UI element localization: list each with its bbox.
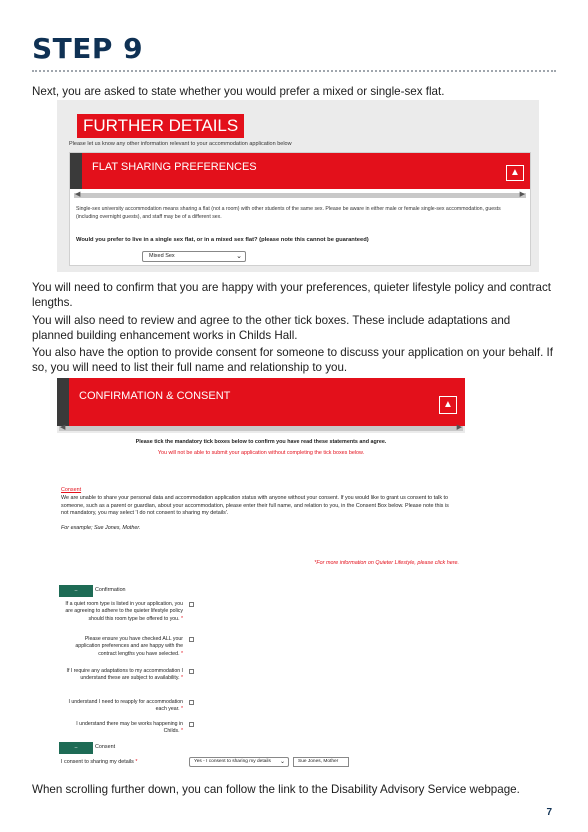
- dotted-divider: [32, 70, 556, 72]
- flat-sharing-title: FLAT SHARING PREFERENCES: [92, 161, 257, 173]
- confirmation-consent-header: [57, 378, 465, 426]
- flat-sharing-header: [70, 153, 530, 189]
- required-asterisk: *: [180, 615, 183, 622]
- further-details-screenshot: [57, 100, 539, 272]
- reapply-checkbox[interactable]: [189, 700, 194, 705]
- consent-select[interactable]: [189, 757, 289, 767]
- quiet-room-question: [61, 601, 183, 623]
- collapse-chevron-up-icon[interactable]: ▲: [506, 165, 524, 181]
- question-text: I understand there may be works happening in Childs.: [76, 721, 183, 735]
- scroll-right-icon[interactable]: ▶: [456, 424, 462, 431]
- confirmation-badge: –: [59, 585, 93, 597]
- paragraph-preferences: You will need to confirm that you are happy with your preferences, quieter lifestyle policy and contract lengths.: [32, 281, 551, 309]
- question-text: Please ensure you have checked ALL your application preferences and are happy with the contract lengths you have selected.: [75, 636, 183, 657]
- scroll-right-icon[interactable]: ▶: [519, 191, 525, 198]
- works-checkbox[interactable]: [189, 722, 194, 727]
- required-asterisk: *: [135, 759, 138, 765]
- scroll-left-icon[interactable]: ◀: [75, 191, 81, 198]
- single-sex-info-text: Single-sex university accommodation means sharing a flat (not a room) with other students of the same sex. Please be aware in either male or female single-sex accommodation, guests (including overnight guests), and staff may be of a different sex.: [76, 206, 501, 220]
- question-text: If a quiet room type is listed in your application, you are agreeing to adhere to the quieter lifestyle policy should this room type be offered to you.: [65, 601, 183, 622]
- scroll-left-icon[interactable]: ◀: [60, 424, 66, 431]
- confirmation-label: Confirmation: [95, 587, 126, 593]
- further-details-subtext: Please let us know any other information relevant to your accommodation application below: [69, 141, 292, 147]
- paragraph-consent-option: You also have the option to provide consent for someone to discuss your application on your behalf. If so, you will need to list their full name and relationship to you.: [32, 346, 553, 374]
- question-text: If I require any adaptations to my accommodation I understand these are subject to availability.: [66, 668, 183, 682]
- required-asterisk: *: [180, 675, 183, 682]
- required-asterisk: *: [180, 706, 183, 713]
- quiet-room-checkbox[interactable]: [189, 602, 194, 607]
- submit-warning: You will not be able to submit your application without completing the tick boxes below.: [157, 450, 365, 456]
- intro-text: Next, you are asked to state whether you would prefer a mixed or single-sex flat.: [32, 85, 445, 98]
- page-number: 7: [546, 807, 552, 818]
- consent-label: Consent: [95, 744, 116, 750]
- consent-name-input[interactable]: [293, 757, 349, 767]
- preferences-checkbox[interactable]: [189, 637, 194, 642]
- flat-preference-question: Would you prefer to live in a single sex flat, or in a mixed sex flat? (please note this cannot be guaranteed): [76, 237, 369, 243]
- flat-preference-value: Mixed Sex: [149, 253, 175, 259]
- consent-question: [61, 759, 137, 767]
- consent-select-value: Yes - I consent to sharing my details: [194, 759, 271, 764]
- confirmation-consent-title: CONFIRMATION & CONSENT: [79, 390, 231, 402]
- consent-explanation: We are unable to share your personal data and accommodation application status with anyone without your consent. If you would like to grant us consent to talk to someone, such as a parent or guardian, about your accommodation, please enter their full name, and relation to you, in the Consent Box below. Please note this is not mandatory, you may select 'I do not consent to sharing my details'.: [61, 495, 449, 517]
- preferences-question: [61, 636, 183, 658]
- consent-example: For example; Sue Jones, Mother.: [61, 525, 141, 531]
- adaptations-question: [61, 668, 183, 683]
- chevron-down-icon: ⌄: [279, 759, 285, 765]
- question-text: I understand I need to reapply for accommodation each year.: [68, 699, 183, 713]
- step-title: STEP 9: [32, 32, 144, 65]
- paragraph-tick-boxes: You will also need to review and agree to the other tick boxes. These include adaptations and planned building enhancement works in Childs Hall.: [32, 314, 511, 342]
- chevron-down-icon: ⌄: [236, 253, 242, 260]
- quieter-lifestyle-link[interactable]: *For more information on Quieter Lifestyle, please click here.: [314, 560, 459, 566]
- required-asterisk: *: [180, 728, 183, 735]
- flat-sharing-panel: [69, 152, 531, 266]
- confirmation-consent-body: [57, 433, 465, 774]
- consent-badge: –: [59, 742, 93, 754]
- paragraph-disability-link: When scrolling further down, you can follow the link to the Disability Advisory Service webpage.: [32, 783, 520, 796]
- mandatory-instruction: Please tick the mandatory tick boxes below to confirm you have read these statements and agree.: [135, 439, 387, 445]
- required-asterisk: *: [180, 650, 183, 657]
- consent-name-value: Sue Jones, Mother: [298, 759, 339, 764]
- collapse-chevron-up-icon[interactable]: ▲: [439, 396, 457, 414]
- flat-preference-select[interactable]: [142, 251, 246, 262]
- adaptations-checkbox[interactable]: [189, 669, 194, 674]
- confirmation-consent-screenshot: [57, 378, 465, 774]
- horizontal-scrollbar[interactable]: [59, 426, 463, 431]
- reapply-question: [61, 699, 183, 714]
- consent-question-text: I consent to sharing my details: [61, 759, 134, 765]
- consent-heading: Consent: [61, 487, 82, 493]
- horizontal-scrollbar[interactable]: [74, 193, 526, 198]
- works-question: [61, 721, 183, 736]
- further-details-banner: FURTHER DETAILS: [77, 114, 244, 138]
